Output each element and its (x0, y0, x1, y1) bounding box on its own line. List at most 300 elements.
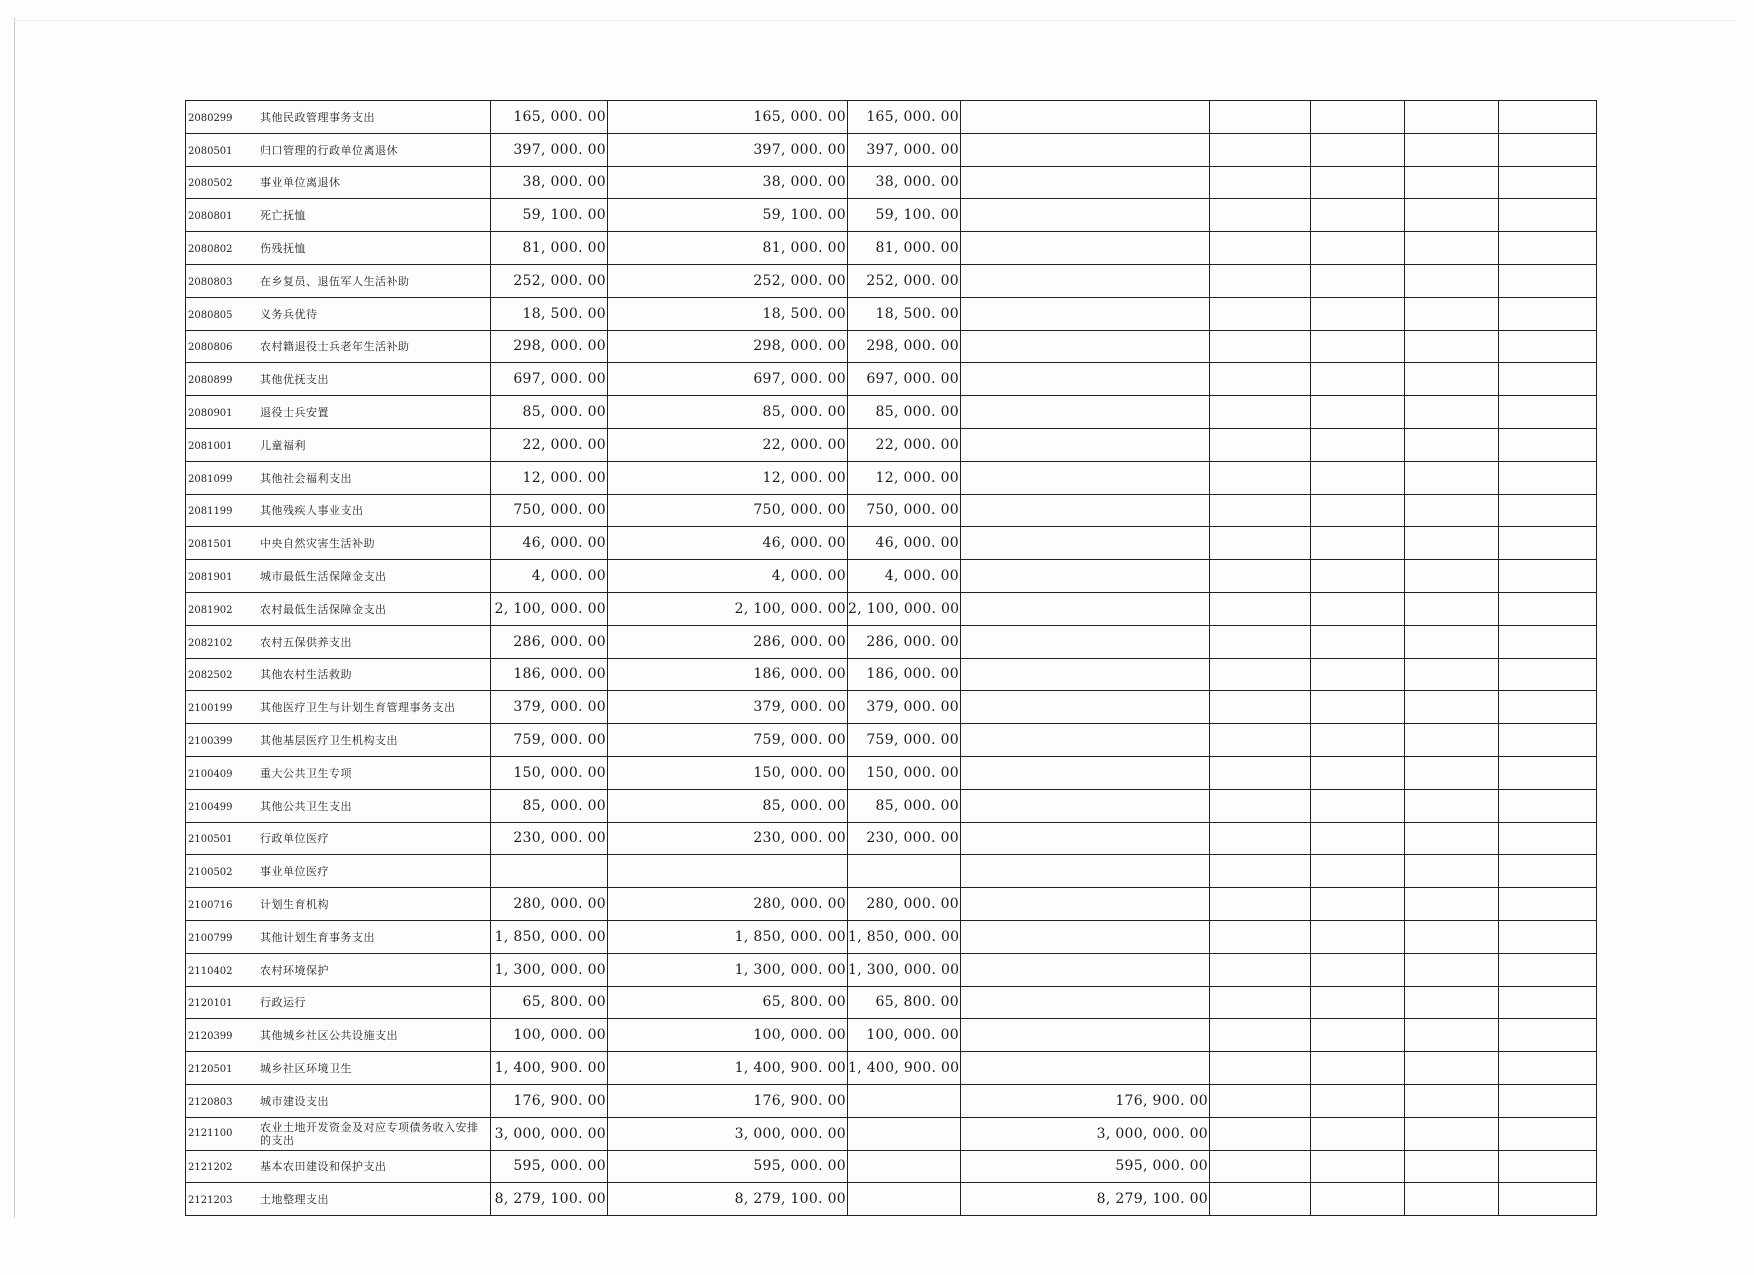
account-code: 2121100 (188, 1128, 233, 1140)
account-name: 行政单位医疗 (260, 832, 329, 846)
empty-cell (1499, 888, 1597, 921)
account-code: 2100501 (188, 834, 233, 846)
empty-cell (1405, 461, 1499, 494)
empty-cell (1405, 789, 1499, 822)
amount-col4 (961, 855, 1210, 888)
account-code: 2081902 (188, 604, 233, 616)
account-name: 城市最低生活保障金支出 (260, 570, 387, 584)
account-name: 计划生育机构 (260, 898, 329, 912)
account-cell (186, 1084, 491, 1117)
amount-col3 (848, 855, 961, 888)
empty-cell (1499, 625, 1597, 658)
empty-cell (1499, 461, 1597, 494)
table-row (186, 133, 1597, 166)
empty-cell (1311, 592, 1405, 625)
amount-col1: 46, 000. 00 (491, 527, 608, 560)
account-name: 农村籍退役士兵老年生活补助 (260, 340, 410, 354)
empty-cell (1499, 953, 1597, 986)
empty-cell (1499, 1084, 1597, 1117)
amount-col4 (961, 920, 1210, 953)
amount-col4 (961, 396, 1210, 429)
empty-cell (1311, 822, 1405, 855)
empty-cell (1405, 724, 1499, 757)
amount-col1 (491, 855, 608, 888)
amount-col2: 379, 000. 00 (608, 691, 848, 724)
empty-cell (1405, 133, 1499, 166)
account-cell (186, 691, 491, 724)
empty-cell (1210, 888, 1311, 921)
empty-cell (1499, 330, 1597, 363)
empty-cell (1311, 461, 1405, 494)
amount-col4 (961, 494, 1210, 527)
empty-cell (1311, 1084, 1405, 1117)
empty-cell (1499, 1150, 1597, 1183)
empty-cell (1405, 1084, 1499, 1117)
account-cell (186, 330, 491, 363)
amount-col3: 85, 000. 00 (848, 789, 961, 822)
amount-col1: 12, 000. 00 (491, 461, 608, 494)
account-cell (186, 199, 491, 232)
account-code: 2080901 (188, 408, 233, 420)
amount-col3 (848, 1150, 961, 1183)
empty-cell (1210, 396, 1311, 429)
empty-cell (1405, 428, 1499, 461)
empty-cell (1499, 1117, 1597, 1150)
account-name: 其他医疗卫生与计划生育管理事务支出 (260, 701, 456, 715)
amount-col3: 85, 000. 00 (848, 396, 961, 429)
empty-cell (1311, 1183, 1405, 1216)
account-cell (186, 494, 491, 527)
account-code: 2080805 (188, 309, 233, 321)
empty-cell (1499, 1019, 1597, 1052)
amount-col4 (961, 658, 1210, 691)
account-code: 2080299 (188, 112, 233, 124)
amount-col3: 165, 000. 00 (848, 101, 961, 134)
account-name: 儿童福利 (260, 438, 306, 452)
amount-col2: 38, 000. 00 (608, 166, 848, 199)
account-code: 2080502 (188, 178, 233, 190)
account-name: 义务兵优待 (260, 307, 318, 321)
amount-col2: 4, 000. 00 (608, 560, 848, 593)
account-cell (186, 166, 491, 199)
empty-cell (1210, 264, 1311, 297)
account-cell (186, 1183, 491, 1216)
amount-col4 (961, 986, 1210, 1019)
empty-cell (1210, 428, 1311, 461)
account-code: 2100399 (188, 736, 233, 748)
account-code: 2120101 (188, 998, 233, 1010)
amount-col3: 81, 000. 00 (848, 232, 961, 265)
empty-cell (1311, 363, 1405, 396)
account-cell (186, 264, 491, 297)
account-cell (186, 297, 491, 330)
amount-col2: 46, 000. 00 (608, 527, 848, 560)
amount-col2: 8, 279, 100. 00 (608, 1183, 848, 1216)
empty-cell (1210, 691, 1311, 724)
table-row (186, 756, 1597, 789)
amount-col4 (961, 101, 1210, 134)
empty-cell (1405, 756, 1499, 789)
account-code: 2100799 (188, 932, 233, 944)
amount-col3: 697, 000. 00 (848, 363, 961, 396)
amount-col4 (961, 1019, 1210, 1052)
scan-edge-top (14, 20, 1734, 21)
account-cell (186, 232, 491, 265)
empty-cell (1405, 1117, 1499, 1150)
account-cell (186, 855, 491, 888)
empty-cell (1311, 986, 1405, 1019)
account-code: 2100409 (188, 768, 233, 780)
amount-col1: 8, 279, 100. 00 (491, 1183, 608, 1216)
amount-col3: 59, 100. 00 (848, 199, 961, 232)
budget-expenditure-table (185, 100, 1597, 1216)
amount-col1: 176, 900. 00 (491, 1084, 608, 1117)
empty-cell (1311, 527, 1405, 560)
table-row (186, 330, 1597, 363)
account-cell (186, 625, 491, 658)
amount-col1: 150, 000. 00 (491, 756, 608, 789)
amount-col2: 286, 000. 00 (608, 625, 848, 658)
empty-cell (1499, 592, 1597, 625)
empty-cell (1405, 101, 1499, 134)
amount-col4 (961, 264, 1210, 297)
table-row (186, 855, 1597, 888)
account-code: 2100502 (188, 867, 233, 879)
amount-col2: 22, 000. 00 (608, 428, 848, 461)
amount-col2: 150, 000. 00 (608, 756, 848, 789)
amount-col1: 298, 000. 00 (491, 330, 608, 363)
amount-col1: 286, 000. 00 (491, 625, 608, 658)
empty-cell (1311, 560, 1405, 593)
amount-col2 (608, 855, 848, 888)
amount-col4 (961, 888, 1210, 921)
empty-cell (1210, 592, 1311, 625)
table-row (186, 1052, 1597, 1085)
account-code: 2081501 (188, 539, 233, 551)
account-code: 2120501 (188, 1064, 233, 1075)
empty-cell (1405, 166, 1499, 199)
amount-col3: 186, 000. 00 (848, 658, 961, 691)
empty-cell (1210, 1084, 1311, 1117)
empty-cell (1311, 166, 1405, 199)
empty-cell (1405, 953, 1499, 986)
account-cell (186, 527, 491, 560)
empty-cell (1405, 363, 1499, 396)
table-row (186, 232, 1597, 265)
table-row (186, 527, 1597, 560)
amount-col3: 150, 000. 00 (848, 756, 961, 789)
empty-cell (1405, 822, 1499, 855)
account-code: 2081901 (188, 572, 233, 584)
amount-col3: 252, 000. 00 (848, 264, 961, 297)
empty-cell (1210, 494, 1311, 527)
empty-cell (1499, 855, 1597, 888)
amount-col3: 1, 850, 000. 00 (848, 920, 961, 953)
empty-cell (1210, 822, 1311, 855)
amount-col4 (961, 199, 1210, 232)
empty-cell (1311, 920, 1405, 953)
table-row (186, 592, 1597, 625)
amount-col1: 280, 000. 00 (491, 888, 608, 921)
account-code: 2080501 (188, 145, 233, 157)
account-name: 其他社会福利支出 (260, 471, 352, 485)
amount-col4 (961, 592, 1210, 625)
table-row (186, 396, 1597, 429)
account-name: 退役士兵安置 (260, 406, 329, 420)
amount-col4 (961, 953, 1210, 986)
empty-cell (1311, 855, 1405, 888)
empty-cell (1210, 133, 1311, 166)
account-code: 2080806 (188, 342, 233, 354)
table-row (186, 461, 1597, 494)
account-name: 其他残疾人事业支出 (260, 504, 364, 518)
empty-cell (1311, 1117, 1405, 1150)
amount-col3: 298, 000. 00 (848, 330, 961, 363)
account-code: 2110402 (188, 965, 233, 977)
amount-col1: 18, 500. 00 (491, 297, 608, 330)
empty-cell (1210, 560, 1311, 593)
account-code: 2080803 (188, 276, 233, 288)
account-cell (186, 1052, 491, 1085)
table-row (186, 691, 1597, 724)
amount-col4 (961, 625, 1210, 658)
amount-col1: 2, 100, 000. 00 (491, 592, 608, 625)
amount-col4 (961, 363, 1210, 396)
table-row (186, 363, 1597, 396)
account-cell (186, 461, 491, 494)
empty-cell (1405, 396, 1499, 429)
account-cell (186, 920, 491, 953)
amount-col3: 230, 000. 00 (848, 822, 961, 855)
amount-col3: 100, 000. 00 (848, 1019, 961, 1052)
empty-cell (1311, 888, 1405, 921)
amount-col2: 595, 000. 00 (608, 1150, 848, 1183)
amount-col4 (961, 461, 1210, 494)
amount-col1: 186, 000. 00 (491, 658, 608, 691)
account-cell (186, 396, 491, 429)
account-name: 土地整理支出 (260, 1193, 329, 1207)
amount-col1: 4, 000. 00 (491, 560, 608, 593)
account-cell (186, 986, 491, 1019)
amount-col4 (961, 756, 1210, 789)
amount-col2: 252, 000. 00 (608, 264, 848, 297)
account-cell (186, 1150, 491, 1183)
amount-col3: 22, 000. 00 (848, 428, 961, 461)
amount-col3 (848, 1117, 961, 1150)
amount-col1: 85, 000. 00 (491, 396, 608, 429)
amount-col3: 397, 000. 00 (848, 133, 961, 166)
amount-col2: 697, 000. 00 (608, 363, 848, 396)
amount-col3: 1, 300, 000. 00 (848, 953, 961, 986)
empty-cell (1405, 560, 1499, 593)
amount-col4 (961, 428, 1210, 461)
amount-col4 (961, 232, 1210, 265)
account-code: 2081001 (188, 440, 233, 452)
amount-col2: 12, 000. 00 (608, 461, 848, 494)
amount-col4: 595, 000. 00 (961, 1150, 1210, 1183)
empty-cell (1311, 1019, 1405, 1052)
empty-cell (1210, 756, 1311, 789)
amount-col1: 3, 000, 000. 00 (491, 1117, 608, 1150)
account-code: 2100199 (188, 703, 233, 715)
account-name: 在乡复员、退伍军人生活补助 (260, 274, 410, 288)
empty-cell (1499, 297, 1597, 330)
empty-cell (1405, 1183, 1499, 1216)
empty-cell (1499, 724, 1597, 757)
empty-cell (1499, 920, 1597, 953)
empty-cell (1499, 232, 1597, 265)
account-name: 农村环境保护 (260, 963, 329, 977)
amount-col1: 38, 000. 00 (491, 166, 608, 199)
account-code: 2081199 (188, 506, 233, 518)
empty-cell (1405, 199, 1499, 232)
empty-cell (1499, 1183, 1597, 1216)
empty-cell (1499, 264, 1597, 297)
table-row (186, 1183, 1597, 1216)
empty-cell (1311, 264, 1405, 297)
account-code: 2080801 (188, 211, 233, 223)
amount-col1: 81, 000. 00 (491, 232, 608, 265)
empty-cell (1499, 166, 1597, 199)
amount-col3: 759, 000. 00 (848, 724, 961, 757)
empty-cell (1210, 724, 1311, 757)
empty-cell (1210, 527, 1311, 560)
empty-cell (1405, 986, 1499, 1019)
empty-cell (1311, 756, 1405, 789)
amount-col2: 1, 300, 000. 00 (608, 953, 848, 986)
amount-col2: 65, 800. 00 (608, 986, 848, 1019)
account-cell (186, 1019, 491, 1052)
account-name: 其他计划生育事务支出 (260, 930, 375, 944)
empty-cell (1311, 691, 1405, 724)
table-row (186, 888, 1597, 921)
account-code: 2082502 (188, 670, 233, 682)
table-row (186, 494, 1597, 527)
empty-cell (1499, 527, 1597, 560)
table-row (186, 1019, 1597, 1052)
table-row (186, 1084, 1597, 1117)
amount-col2: 397, 000. 00 (608, 133, 848, 166)
account-cell (186, 756, 491, 789)
account-name: 归口管理的行政单位离退休 (260, 143, 398, 157)
account-name: 中央自然灾害生活补助 (260, 537, 375, 551)
amount-col2: 186, 000. 00 (608, 658, 848, 691)
account-name: 其他民政管理事务支出 (260, 110, 375, 124)
amount-col1: 397, 000. 00 (491, 133, 608, 166)
empty-cell (1210, 953, 1311, 986)
amount-col3: 280, 000. 00 (848, 888, 961, 921)
empty-cell (1405, 527, 1499, 560)
table-row (186, 297, 1597, 330)
account-name: 事业单位医疗 (260, 865, 329, 879)
amount-col3: 18, 500. 00 (848, 297, 961, 330)
empty-cell (1405, 625, 1499, 658)
amount-col1: 379, 000. 00 (491, 691, 608, 724)
empty-cell (1405, 494, 1499, 527)
amount-col4 (961, 560, 1210, 593)
amount-col4 (961, 724, 1210, 757)
empty-cell (1405, 888, 1499, 921)
account-cell (186, 133, 491, 166)
account-name: 其他优抚支出 (260, 373, 329, 387)
amount-col3 (848, 1084, 961, 1117)
amount-col1: 1, 850, 000. 00 (491, 920, 608, 953)
amount-col3: 4, 000. 00 (848, 560, 961, 593)
amount-col3: 379, 000. 00 (848, 691, 961, 724)
account-name: 其他公共卫生支出 (260, 799, 352, 813)
amount-col2: 100, 000. 00 (608, 1019, 848, 1052)
table-row (186, 1117, 1597, 1150)
amount-col2: 85, 000. 00 (608, 789, 848, 822)
empty-cell (1210, 920, 1311, 953)
table-row (186, 625, 1597, 658)
empty-cell (1311, 724, 1405, 757)
empty-cell (1210, 101, 1311, 134)
empty-cell (1210, 363, 1311, 396)
amount-col1: 100, 000. 00 (491, 1019, 608, 1052)
account-code: 2120399 (188, 1031, 233, 1043)
amount-col4 (961, 527, 1210, 560)
empty-cell (1311, 1052, 1405, 1085)
empty-cell (1311, 1150, 1405, 1183)
table-row (186, 920, 1597, 953)
amount-col2: 176, 900. 00 (608, 1084, 848, 1117)
account-code: 2080899 (188, 375, 233, 387)
empty-cell (1499, 396, 1597, 429)
account-cell (186, 428, 491, 461)
account-code: 2100499 (188, 801, 233, 813)
table-row (186, 724, 1597, 757)
amount-col3: 2, 100, 000. 00 (848, 592, 961, 625)
amount-col1: 697, 000. 00 (491, 363, 608, 396)
table-row (186, 1150, 1597, 1183)
empty-cell (1499, 101, 1597, 134)
empty-cell (1210, 297, 1311, 330)
empty-cell (1499, 789, 1597, 822)
empty-cell (1210, 330, 1311, 363)
account-code: 2080802 (188, 244, 233, 256)
account-code: 2120803 (188, 1096, 233, 1108)
empty-cell (1499, 428, 1597, 461)
empty-cell (1405, 855, 1499, 888)
empty-cell (1405, 920, 1499, 953)
account-code: 2121203 (188, 1195, 233, 1207)
amount-col1: 165, 000. 00 (491, 101, 608, 134)
account-cell (186, 789, 491, 822)
amount-col3 (848, 1183, 961, 1216)
empty-cell (1210, 789, 1311, 822)
account-name: 其他城乡社区公共设施支出 (260, 1029, 398, 1043)
table-row (186, 101, 1597, 134)
empty-cell (1210, 1019, 1311, 1052)
empty-cell (1210, 166, 1311, 199)
table-row (186, 822, 1597, 855)
table-row (186, 428, 1597, 461)
amount-col4: 8, 279, 100. 00 (961, 1183, 1210, 1216)
table-body (186, 101, 1597, 1216)
amount-col4 (961, 1052, 1210, 1085)
account-name: 死亡抚恤 (260, 209, 306, 223)
amount-col1: 750, 000. 00 (491, 494, 608, 527)
account-name: 城乡社区环境卫生 (260, 1062, 352, 1075)
account-cell (186, 724, 491, 757)
table-row (186, 166, 1597, 199)
account-cell (186, 363, 491, 396)
empty-cell (1405, 1150, 1499, 1183)
amount-col3: 38, 000. 00 (848, 166, 961, 199)
account-name: 行政运行 (260, 996, 306, 1010)
empty-cell (1405, 297, 1499, 330)
